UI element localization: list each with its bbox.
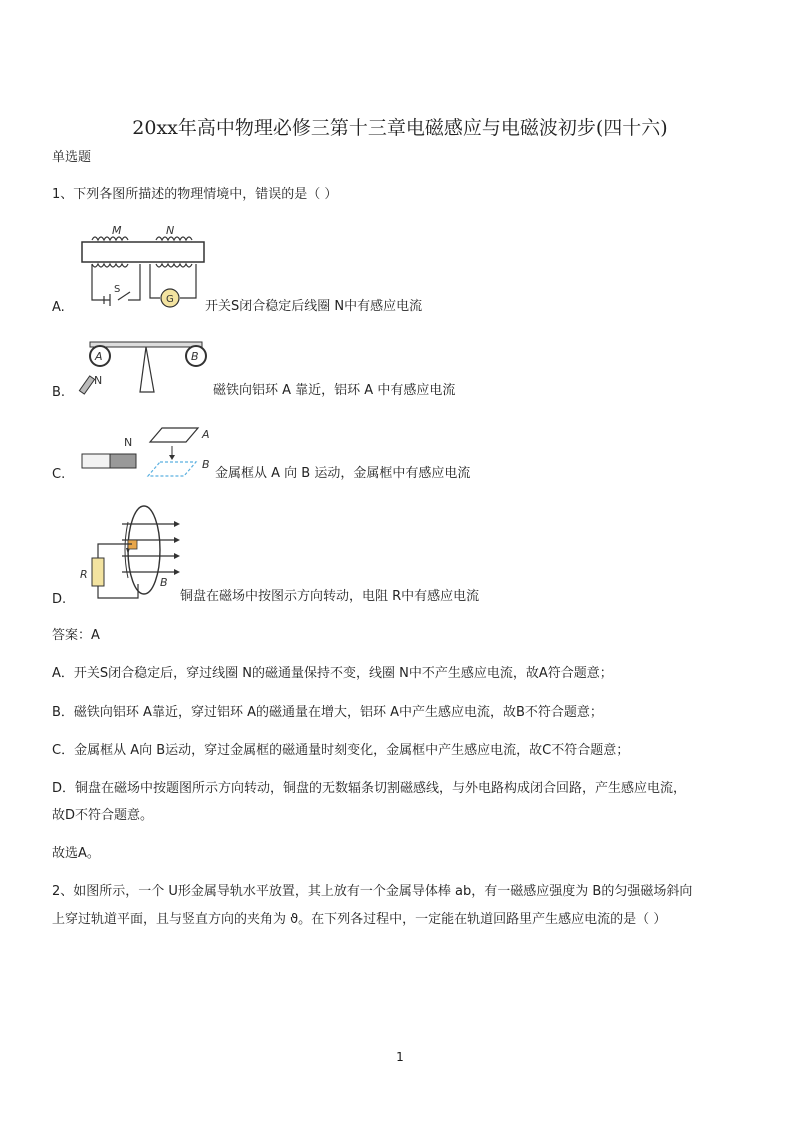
position-a-label: A bbox=[202, 428, 210, 441]
option-b-text: 磁铁向铝环 A 靠近，铝环 A 中有感应电流 bbox=[213, 383, 456, 398]
option-a-text: 开关S闭合稳定后线圈 N中有感应电流 bbox=[205, 299, 423, 314]
page-title: 20xx年高中物理必修三第十三章电磁感应与电磁波初步(四十六) bbox=[132, 117, 668, 139]
ring-b-label: B bbox=[191, 350, 199, 363]
option-c-text: 金属框从 A 向 B 运动，金属框中有感应电流 bbox=[215, 466, 471, 481]
option-d-letter: D. bbox=[52, 592, 67, 607]
figure-b-rings bbox=[80, 338, 215, 398]
galvanometer-label: G bbox=[166, 294, 174, 305]
resistor-r-label: R bbox=[80, 568, 88, 581]
question-2-line-1: 2、如图所示，一个 U形金属导轨水平放置，其上放有一个金属导体棒 ab，有一磁感应强度为 B的匀强磁场斜向 bbox=[52, 884, 693, 899]
explanation-c: C．金属框从 A向 B运动，穿过金属框的磁通量时刻变化，金属框中产生感应电流，故C不符合题意； bbox=[52, 743, 630, 758]
figure-a-coils bbox=[78, 222, 208, 312]
question-1-stem: 1、下列各图所描述的物理情境中，错误的是（ ） bbox=[52, 187, 338, 202]
ring-a-label: A bbox=[95, 350, 103, 363]
option-b-letter: B. bbox=[52, 385, 66, 400]
explanation-d-cont: 故D不符合题意。 bbox=[52, 808, 154, 823]
switch-label: S bbox=[114, 284, 121, 295]
explanation-a: A．开关S闭合稳定后，穿过线圈 N的磁通量保持不变，线圈 N中不产生感应电流，故A符合题意； bbox=[52, 666, 613, 681]
option-c-letter: C. bbox=[52, 467, 66, 482]
coil-m-label: M bbox=[112, 224, 122, 237]
page-number: 1 bbox=[396, 1050, 404, 1064]
question-2-line-2: 上穿过轨道平面，且与竖直方向的夹角为 ϑ。在下列各过程中，一定能在轨道回路里产生感应电流的是（ ） bbox=[52, 912, 667, 927]
answer-line: 答案：A bbox=[52, 628, 100, 643]
option-a-letter: A. bbox=[52, 300, 65, 315]
field-b-label: B bbox=[160, 576, 168, 589]
magnet-n-label-c: N bbox=[124, 436, 133, 449]
section-heading: 单选题 bbox=[52, 150, 92, 165]
conclusion: 故选A。 bbox=[52, 846, 100, 861]
explanation-b: B．磁铁向铝环 A靠近，穿过铝环 A的磁通量在增大，铝环 A中产生感应电流，故B不符合题意； bbox=[52, 705, 603, 720]
coil-n-label: N bbox=[166, 224, 175, 237]
explanation-d: D．铜盘在磁场中按题图所示方向转动，铜盘的无数辐条切割磁感线，与外电路构成闭合回路，产生感应电流， bbox=[52, 781, 687, 796]
figure-d-disk bbox=[78, 502, 188, 604]
option-d-text: 铜盘在磁场中按图示方向转动，电阻 R中有感应电流 bbox=[180, 589, 480, 604]
figure-c-frame bbox=[80, 424, 215, 484]
position-b-label: B bbox=[202, 458, 210, 471]
magnet-n-label: N bbox=[94, 374, 103, 387]
